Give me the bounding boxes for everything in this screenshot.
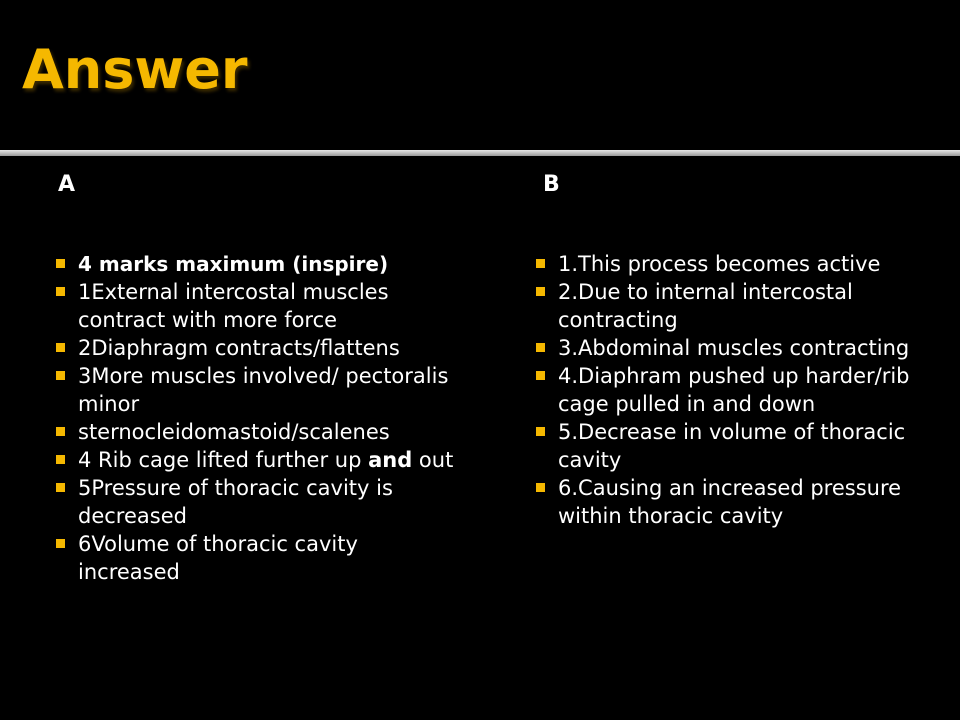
list-item-text: 6Volume of thoracic cavity increased bbox=[78, 532, 358, 584]
column-b-heading: B bbox=[543, 172, 560, 197]
square-bullet-icon bbox=[536, 371, 545, 380]
list-item bbox=[536, 278, 946, 334]
square-bullet-icon bbox=[56, 427, 65, 436]
list-item-text-before: 4 Rib cage lifted further up bbox=[78, 448, 369, 472]
list-item-text: 1.This process becomes active bbox=[558, 252, 881, 276]
title-divider bbox=[0, 150, 960, 156]
list-item-text: 5.Decrease in volume of thoracic cavity bbox=[558, 420, 906, 472]
square-bullet-icon bbox=[536, 259, 545, 268]
list-item bbox=[56, 250, 466, 278]
column-b-list bbox=[536, 250, 946, 530]
square-bullet-icon bbox=[56, 455, 65, 464]
list-item-text: 2.Due to internal intercostal contracting bbox=[558, 280, 853, 332]
square-bullet-icon bbox=[56, 371, 65, 380]
list-item-text: 4 marks maximum (inspire) bbox=[78, 252, 389, 276]
list-item-text: 6.Causing an increased pressure within thoracic cavity bbox=[558, 476, 902, 528]
list-item-text: 3More muscles involved/ pectoralis minor bbox=[78, 364, 449, 416]
square-bullet-icon bbox=[56, 259, 65, 268]
list-item-text: 1External intercostal muscles contract with more force bbox=[78, 280, 389, 332]
list-item bbox=[56, 530, 466, 586]
list-item bbox=[536, 250, 946, 278]
list-item-text: sternocleidomastoid/scalenes bbox=[78, 420, 390, 444]
square-bullet-icon bbox=[56, 483, 65, 492]
list-item-text: 4.Diaphram pushed up harder/rib cage pulled in and down bbox=[558, 364, 910, 416]
square-bullet-icon bbox=[536, 343, 545, 352]
list-item bbox=[536, 474, 946, 530]
column-a-heading: A bbox=[58, 172, 76, 197]
list-item bbox=[56, 334, 466, 362]
square-bullet-icon bbox=[536, 427, 545, 436]
list-item-text-after: out bbox=[412, 448, 454, 472]
list-item bbox=[56, 418, 466, 446]
list-item-text: 2Diaphragm contracts/flattens bbox=[78, 336, 400, 360]
column-a-list bbox=[56, 250, 466, 586]
list-item bbox=[536, 418, 946, 474]
list-item bbox=[536, 334, 946, 362]
list-item-text: 3.Abdominal muscles contracting bbox=[558, 336, 910, 360]
list-item bbox=[56, 474, 466, 530]
title-bar bbox=[0, 0, 960, 150]
square-bullet-icon bbox=[56, 539, 65, 548]
list-item bbox=[56, 446, 466, 474]
list-item-text: 5Pressure of thoracic cavity is decreased bbox=[78, 476, 393, 528]
list-item bbox=[56, 362, 466, 418]
list-item bbox=[56, 278, 466, 334]
square-bullet-icon bbox=[56, 287, 65, 296]
slide-title: Answer bbox=[22, 38, 248, 101]
square-bullet-icon bbox=[56, 343, 65, 352]
square-bullet-icon bbox=[536, 287, 545, 296]
list-item-text-bold: and bbox=[368, 448, 413, 472]
list-item bbox=[536, 362, 946, 418]
square-bullet-icon bbox=[536, 483, 545, 492]
